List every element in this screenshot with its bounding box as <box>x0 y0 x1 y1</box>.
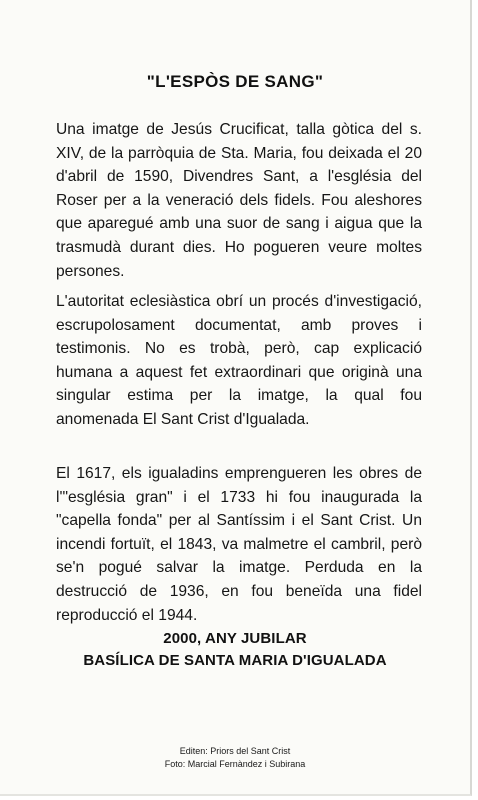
photo-credit: Foto: Marcial Fernàndez i Subirana <box>164 759 306 769</box>
paragraph-church: El 1617, els igualadins emprengueren les obres de l'"església gran" i el 1733 hi fou inaugurada la "capella fonda" per al Santíssim i el Sant Crist. Un incendi fortuït, el 1843, va malmetre el cambril, però se'n pogué salvar la imatge. Perduda en la destrucció de 1936, en fou beneïda una fidel reproducció el 1944. <box>56 465 422 624</box>
card-title: "L'ESPÒS DE SANG" <box>146 72 324 91</box>
jubilee-year-heading: 2000, ANY JUBILAR <box>163 630 307 647</box>
paragraph-investigation: L'autoritat eclesiàstica obrí un procés d'investigació, escrupolosament documentat, amb proves i testimonis. No es trobà, però, cap explicació humana a aquest fet extraordinari que originà una singular estima per la imatge, la qual fou anomenada El Sant Crist d'Igualada. <box>56 293 422 428</box>
editors-credit: Editen: Priors del Sant Crist <box>179 746 291 756</box>
paragraph-history: Una imatge de Jesús Crucificat, talla gòtica del s. XIV, de la parròquia de Sta. Maria, fou deixada el 20 d'abril de 1590, Divendres Sant, a l'església del Roser per a la veneració dels fidels. Fou aleshores que aparegué amb una suor de sang i aigua que la trasmudà durant dies. Ho pogueren veure moltes persones. <box>56 121 422 280</box>
basilica-heading: BASÍLICA DE SANTA MARIA D'IGUALADA <box>83 652 387 669</box>
